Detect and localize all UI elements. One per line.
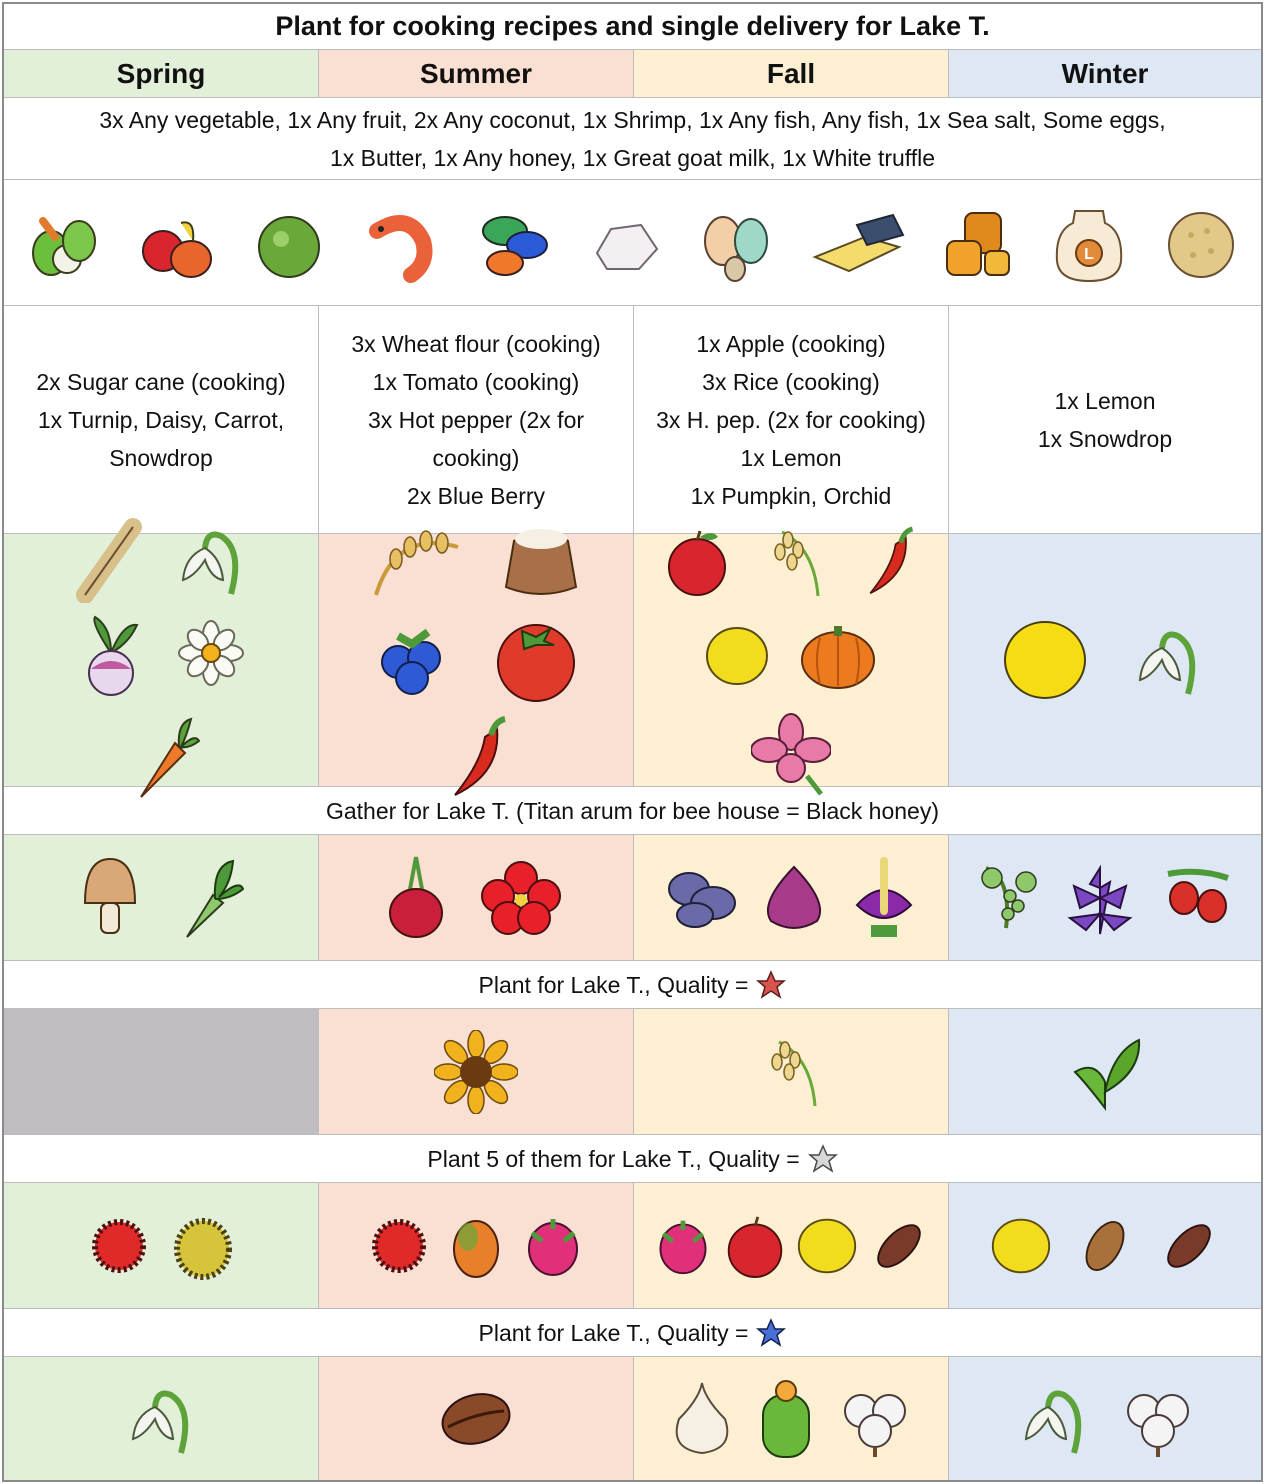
quality-silver-icons-fall <box>634 1183 949 1308</box>
quality-blue-icons-summer <box>319 1357 634 1480</box>
quality-red-text: Plant for Lake T., Quality = <box>478 971 749 998</box>
plant-text-fall <box>634 306 949 533</box>
quality-blue-label <box>4 1309 1261 1356</box>
plant-text-winter <box>949 306 1261 533</box>
quality-red-icons-spring <box>4 1009 319 1134</box>
plant-text-line: 1x Turnip, Daisy, Carrot, <box>37 406 285 433</box>
season-winter: Winter <box>949 50 1261 97</box>
season-spring: Spring <box>4 50 319 97</box>
apple-icon <box>664 527 730 597</box>
plant-text-line: cooking) <box>432 444 520 471</box>
gather-label: Gather for Lake T. (Titan arum for bee house = Black honey) <box>325 797 939 824</box>
quality-silver-icons-winter <box>949 1183 1261 1308</box>
blue-star-icon <box>756 1318 786 1348</box>
gather-icons-summer <box>319 835 634 960</box>
silver-star-icon <box>808 1144 838 1174</box>
rambutan-icon <box>86 1213 152 1279</box>
hibiscus-icon <box>476 858 566 938</box>
plant-text-line: 3x Wheat flour (cooking) <box>351 330 601 357</box>
ingredients-icon-row <box>4 180 1261 306</box>
plant-icons-fall <box>634 534 949 786</box>
snowdrop-icon <box>121 1379 201 1459</box>
cotton-icon <box>837 1381 913 1457</box>
daisy-icon <box>171 615 251 701</box>
plant-text-line: 1x Lemon <box>740 444 842 471</box>
season-fall: Fall <box>634 50 949 97</box>
quality-silver-label-row <box>4 1135 1261 1183</box>
cacao-icon <box>868 1215 930 1277</box>
vegetables-icon <box>23 201 107 285</box>
plant-text-line: 3x Rice (cooking) <box>702 368 880 395</box>
ingredients-text <box>4 98 1261 179</box>
cacao-icon <box>1158 1215 1220 1277</box>
eggs-icon <box>695 201 779 285</box>
plant-text-line: 2x Blue Berry <box>406 482 546 509</box>
wheat-icon <box>366 519 466 599</box>
purple-herb-icon <box>1060 858 1140 938</box>
quality-red-icons-fall <box>634 1009 949 1134</box>
ingredients-text-row <box>4 98 1261 180</box>
quality-red-icons-summer <box>319 1009 634 1134</box>
plant-text-line: Snowdrop <box>109 444 213 471</box>
ingredients-line-2: 1x Butter, 1x Any honey, 1x Great goat milk, 1x White truffle <box>329 144 936 171</box>
rice-icon <box>758 524 830 600</box>
green-berries-icon <box>972 858 1042 938</box>
quality-blue-icon-row <box>4 1357 1261 1480</box>
plant-icons-spring <box>4 534 319 786</box>
svg-text:L: L <box>1083 245 1094 263</box>
pumpkin-icon <box>798 620 878 690</box>
quality-blue-icons-spring <box>4 1357 319 1480</box>
apple-icon <box>724 1213 786 1279</box>
lemon-icon <box>796 1215 858 1277</box>
quality-red-icons-winter <box>949 1009 1261 1134</box>
quality-red-icon-row <box>4 1009 1261 1135</box>
goat-milk-icon <box>1047 201 1131 285</box>
turnip-icon <box>71 613 151 703</box>
honey-icon <box>935 201 1019 285</box>
red-onion-icon <box>386 853 446 943</box>
title-row <box>4 4 1261 50</box>
quality-silver-icons-summer <box>319 1183 634 1308</box>
gather-icons-spring <box>4 835 319 960</box>
garlic-icon <box>669 1379 735 1459</box>
wasabi-icon <box>173 855 245 941</box>
plant-text-line: 1x Snowdrop <box>1037 425 1173 452</box>
rosehip-icon <box>1158 858 1238 938</box>
white-truffle-icon <box>1159 201 1243 285</box>
plant-text-spring <box>4 306 319 533</box>
delivery-table <box>2 2 1263 1482</box>
durian-icon <box>170 1211 236 1281</box>
plant-icons-summer <box>319 534 634 786</box>
orchid-icon <box>751 710 831 796</box>
plant-text-line: 1x Apple (cooking) <box>696 330 886 357</box>
blueberry-icon <box>368 614 458 700</box>
plant-icons-winter <box>949 534 1261 786</box>
plant-icon-row <box>4 534 1261 787</box>
ingredients-icons <box>4 180 1261 305</box>
gather-label-row <box>4 787 1261 835</box>
dragon-fruit-icon <box>652 1213 714 1279</box>
butter-icon <box>807 201 907 285</box>
coffee-bean-icon <box>438 1389 514 1449</box>
season-summer: Summer <box>319 50 634 97</box>
lemon-icon <box>1002 617 1088 703</box>
mango-icon <box>446 1211 506 1281</box>
flour-sack-icon <box>496 517 586 601</box>
tea-leaf-icon <box>1065 1032 1145 1112</box>
plant-text-line: 1x Pumpkin, Orchid <box>690 482 892 509</box>
black-trumpet-mushroom-icon <box>663 863 739 933</box>
gather-icon-row <box>4 835 1261 961</box>
snowdrop-icon <box>1014 1379 1094 1459</box>
almond-icon <box>1074 1215 1136 1277</box>
quality-red-label-row <box>4 961 1261 1009</box>
coconut-icon <box>247 201 331 285</box>
quality-blue-label-row <box>4 1309 1261 1357</box>
quality-blue-text: Plant for Lake T., Quality = <box>478 1319 749 1346</box>
season-header-row <box>4 50 1261 98</box>
tomato-icon <box>488 609 584 705</box>
gather-icons-fall <box>634 835 949 960</box>
plant-text-row <box>4 306 1261 534</box>
ingredients-line-1: 3x Any vegetable, 1x Any fruit, 2x Any coconut, 1x Shrimp, 1x Any fish, Any fish, 1x Sea salt, Some eggs, <box>99 106 1166 133</box>
sunflower-icon <box>434 1030 518 1114</box>
snowdrop-icon <box>171 520 251 600</box>
fig-icon <box>759 863 829 933</box>
quality-blue-icons-winter <box>949 1357 1261 1480</box>
rambutan-icon <box>366 1213 432 1279</box>
cotton-icon <box>1120 1381 1196 1457</box>
hot-pepper-icon <box>858 524 918 600</box>
page-title: Plant for cooking recipes and single delivery for Lake T. <box>275 11 990 41</box>
fish-icon <box>471 201 555 285</box>
quality-blue-icons-fall <box>634 1357 949 1480</box>
red-star-icon <box>756 970 786 1000</box>
lemon-icon <box>704 620 770 690</box>
quality-red-label <box>4 961 1261 1008</box>
quality-silver-text: Plant 5 of them for Lake T., Quality = <box>427 1145 800 1172</box>
plant-text-line: 1x Tomato (cooking) <box>372 368 580 395</box>
snowdrop-icon <box>1128 620 1208 700</box>
sugar-cane-icon <box>71 517 151 603</box>
plant-text-line: 3x Hot pepper (2x for <box>367 406 585 433</box>
fruits-icon <box>135 201 219 285</box>
dragon-fruit-icon <box>520 1211 586 1281</box>
lemon-icon <box>990 1215 1052 1277</box>
rice-icon <box>755 1034 827 1110</box>
plant-text-line: 2x Sugar cane (cooking) <box>36 368 286 395</box>
quality-silver-icon-row <box>4 1183 1261 1309</box>
cactus-icon <box>751 1377 821 1461</box>
gather-icons-winter <box>949 835 1261 960</box>
quality-silver-icons-spring <box>4 1183 319 1308</box>
plant-text-summer <box>319 306 634 533</box>
plant-text-line: 3x H. pep. (2x for cooking) <box>656 406 926 433</box>
morel-mushroom-icon <box>77 855 143 941</box>
quality-silver-label <box>4 1135 1261 1182</box>
sea-salt-icon <box>583 201 667 285</box>
plant-text-line: 1x Lemon <box>1054 387 1156 414</box>
shrimp-icon <box>359 201 443 285</box>
titan-arum-icon <box>849 855 919 941</box>
